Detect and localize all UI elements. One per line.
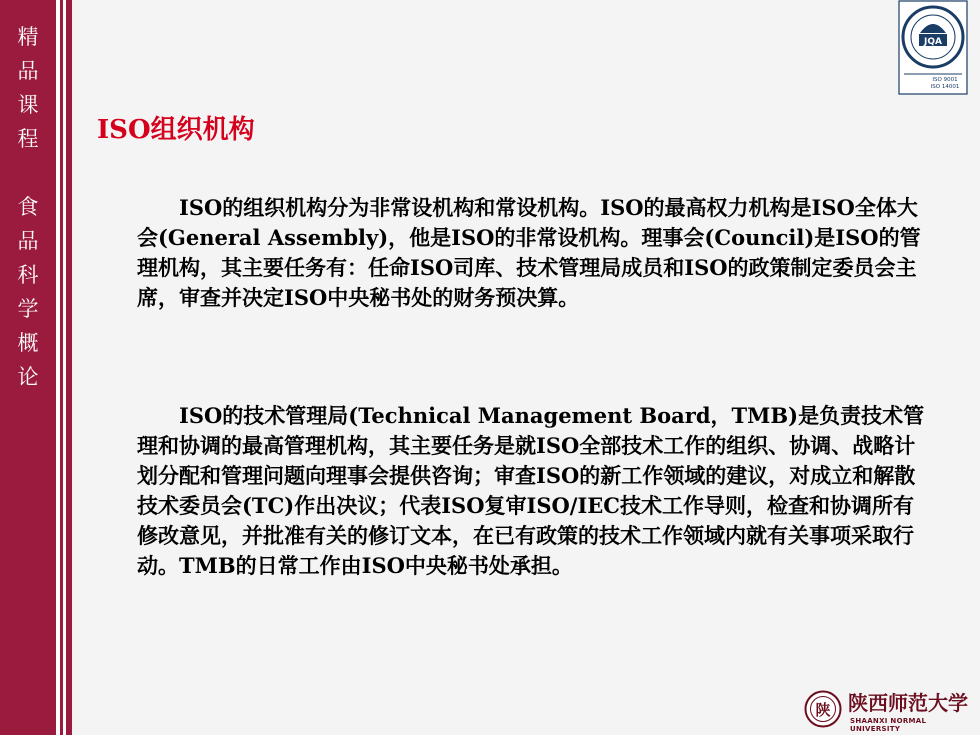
page-title: ISO组织机构 [97,115,255,145]
cert-standard-1: ISO 9001 [932,77,958,83]
university-name-en: SHAANXI NORMAL UNIVERSITY [850,717,927,733]
university-name-cn: 陕西师范大学 [848,691,968,715]
sidebar [0,0,56,735]
certification-logo [898,0,968,95]
cert-standard-2: ISO 14001 [930,84,960,90]
university-logo [800,690,970,733]
body-paragraph: ISO的技术管理局(Technical Management Board，TMB)是负责技术管理和协调的最高管理机构，其主要任务是就ISO全部技术工作的组织、协调、战略计划分配和管理问题向理事会提供咨询；审查ISO的新工作领域的建议，对成立和解散技术委员会(TC)作出决议；代表ISO复审ISO/IEC技术工作导则，检查和协调所有修改意见，并批准有关的修订文本，在已有政策的技术工作领域内就有关事项采取行动。TMB的日常工作由ISO中央秘书处承担。 [137,403,925,578]
body-paragraph: ISO的组织机构分为非常设机构和常设机构。ISO的最高权力机构是ISO全体大会(General Assembly)，他是ISO的非常设机构。理事会(Council)是ISO的管理机构，其主要任务有：任命ISO司库、技术管理局成员和ISO的政策制定委员会主席，审查并决定ISO中央秘书处的财务预决算。 [137,195,921,310]
sidebar-stripe [66,0,72,735]
cert-badge-text: JQA [924,37,942,47]
university-seal-icon [804,690,842,728]
course-title: 精 品 课 程 食 品 科 学 概 论 [17,25,39,389]
seal-text: 陕 [815,701,831,719]
